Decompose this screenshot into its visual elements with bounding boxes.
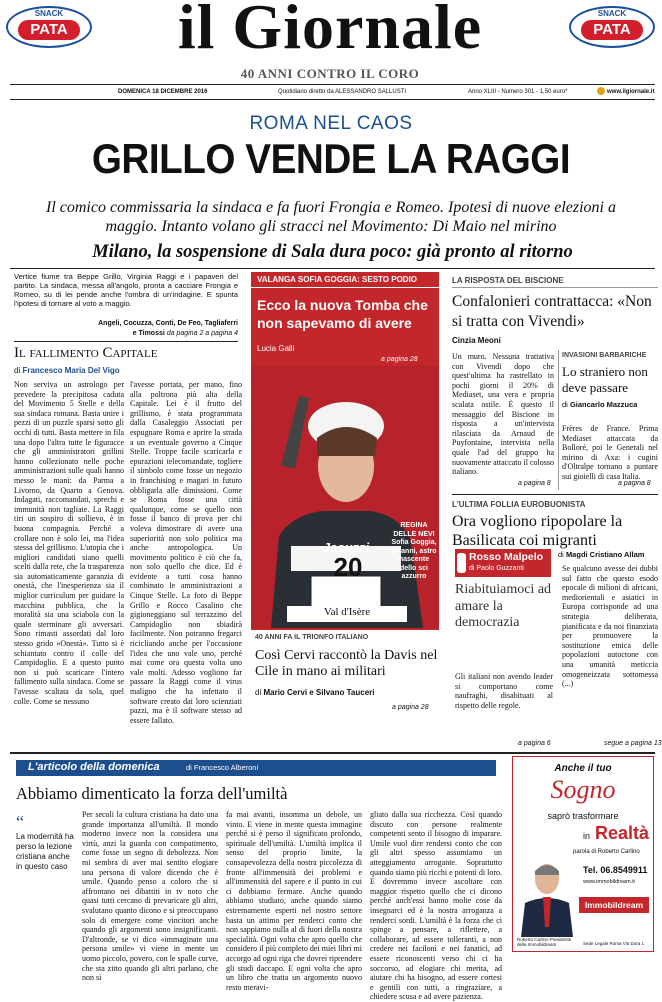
divider bbox=[452, 494, 658, 495]
davis-page-ref[interactable]: a pagina 28 bbox=[392, 704, 429, 711]
lead-secondary[interactable]: Milano, la sospensione di Sala dura poco: già pronto al ritorno bbox=[92, 242, 573, 262]
column-avatar bbox=[457, 553, 466, 573]
website[interactable]: www.ilgiornale.it bbox=[607, 89, 655, 95]
barbarian-kicker: INVASIONI BARBARICHE bbox=[562, 352, 647, 359]
ad-phone: Tel. 06.8549911 bbox=[583, 865, 648, 875]
sunday-col-2: fa mai avanti, insomma un debole, un vinto. E viene in mente questa immagine perché si è perso il significato profondo, spirituale dell'umiltà. L'umiltà implica il senso del proprio limite, la consapevolezza della nostra piccolezza di fronte all'immensità dei problemi e all'immensità del sapere e il punto in cui ci dobbiamo fermare. Anche quando abbiamo studiato, anche quando siamo estremamente esperti nel nostro settore basta un attimo per renderci conto che non sappiamo nulla al di fuori della nostra specialità. Ogni volta che apro quello che considero il più completo dei miei libri mi accorgo ad ogni riga che dovrei riprendere gli studi daccapo. E ogni volta che apro un libro che tratta un argomento nuovo resto meravi- bbox=[226, 810, 362, 992]
lead-kicker: ROMA NEL CAOS bbox=[249, 113, 413, 134]
barbarian-page-ref[interactable]: a pagina 8 bbox=[618, 480, 651, 487]
bib-place: Val d'Isère bbox=[323, 606, 371, 618]
byline-prefix: di bbox=[14, 366, 21, 375]
sport-panel bbox=[251, 272, 439, 630]
barbarian-byline bbox=[562, 400, 637, 409]
ad-address: Sede Legale Roma Via Dora 1 bbox=[583, 941, 644, 946]
bib-brand: Jacuzzi bbox=[322, 540, 370, 555]
sport-author: Lucia Galli bbox=[257, 344, 295, 353]
byline-prefix: di bbox=[562, 400, 568, 409]
migrants-body: Se qualcuno avesse dei dubbi sul fatto che questo esodo epocale di milioni di africani, mediorientali e asiatici in Europa corrisponde ad una strategia deliberata, pianificata e da noi finanziata per promuovere la sostituzione etnica delle popolazioni autoctone con una umanità meticcia omogeneizzata sottomessa (...) bbox=[562, 564, 658, 689]
sunday-col-1: Per secoli la cultura cristiana ha dato una grande importanza all'umiltà. Il mondo moderno invece non la considera una virtù, anzi la guarda con compatimento, come fosse un segno di debolezza. Non mi sembra di aver mai sentito elogiare una persona di valore dicendo che è umile. Quando penso a coloro che si affrontano nei dibattiti in tv noto che quasi tutti cercano di prevaricare gli altri, svalutano quanto dicono e si preoccupano solo di emergere come vincitori anche quando gli argomenti sono insignificanti. D'altronde, se vi dico «immaginate una persona umile» vi viene in mente un uomo piccolo, povero, con le spalle curve, che sta zitto quando gli altri parlano, che non si bbox=[82, 810, 218, 983]
barbarian-body: Frères de France. Prima Mediaset attaccata da Bolloré, poi le Generali nel mirino di Axa: i cugini d'Oltralpe tornano a puntare sui gioielli di casa Italia. bbox=[562, 424, 658, 481]
migrants-page-ref[interactable]: segue a pagina 13 bbox=[604, 740, 662, 747]
editorial-author: Francesco Maria Del Vigo bbox=[22, 366, 120, 375]
ad-web: www.immobildream.it bbox=[583, 879, 635, 885]
left-authors-2: e Timossi bbox=[132, 330, 165, 337]
column-label bbox=[455, 549, 551, 577]
divider bbox=[14, 341, 238, 342]
lead-headline[interactable]: GRILLO VENDE LA RAGGI bbox=[91, 135, 571, 182]
migrants-byline bbox=[558, 550, 644, 559]
column-body: Gli italiani non avendo leader si comportano come naufraghi, disabituati al rispetto delle regole. bbox=[455, 672, 553, 710]
mediaset-body: Un muro. Nessuna trattativa con Vivendi dopo che quest'ultima ha rastrellato in pochi giorni il 20% di Mediaset, una vera e propria scalata ostile. È questo il messaggio del Biscione in risposta a un'intervista rilasciata da Arnaud de Puyfontaine, intervista nella quale l'ad del gruppo ha nuovamente attaccato il colosso italiano. bbox=[452, 352, 554, 477]
ad-line-4: in bbox=[583, 831, 591, 841]
migrants-headline[interactable]: Ora vogliono ripopolare la Basilicata coi migranti bbox=[452, 513, 623, 549]
lead-subhead: Il comico commissaria la sindaca e fa fuori Frongia e Romeo. Ipotesi di nuove elezioni a maggio. Intanto volano gli stracci nel Movimento: Di Maio nel mirino bbox=[46, 199, 616, 235]
divider bbox=[10, 84, 655, 85]
editorial-byline bbox=[14, 366, 120, 375]
left-page-ref-line bbox=[14, 330, 238, 337]
issue-number: Anno XLIII - Numero 301 - 1,50 euro* bbox=[468, 89, 568, 95]
masthead-title: il Giornale bbox=[177, 0, 483, 62]
byline-prefix: di bbox=[558, 550, 564, 559]
divider bbox=[452, 287, 658, 288]
masthead-subtitle: 40 ANNI CONTRO IL CORO bbox=[240, 66, 420, 81]
column-headline[interactable]: Riabituiamoci ad amare la democrazia bbox=[455, 582, 552, 630]
pata-logo-right: SNACK PATA bbox=[569, 6, 655, 48]
ad-line-1: Anche il tuo bbox=[554, 763, 612, 774]
davis-kicker: 40 ANNI FA IL TRIONFO ITALIANO bbox=[255, 634, 369, 641]
sunday-label: L'articolo della domenica bbox=[28, 761, 160, 773]
divider bbox=[10, 268, 655, 269]
left-summary: Vertice fiume tra Beppe Grillo, Virginia Raggi e i papaveri del partito. La sindaca, messa all'angolo, pronta a cacciare Frongia e Romeo, su di lei pende anche l'ombra di un'indagine. E spunta l'ipotesi di tornare al voto a maggio. bbox=[14, 272, 238, 308]
editorial-title[interactable]: Il fallimento Capitale bbox=[14, 345, 158, 361]
left-page-ref[interactable]: da pagina 2 a pagina 4 bbox=[166, 330, 238, 337]
sport-headline[interactable]: Ecco la nuova Tomba che non sapevamo di avere bbox=[257, 297, 428, 331]
barbarian-headline[interactable]: Lo straniero non deve passare bbox=[562, 364, 648, 395]
ad-line-2: Sogno bbox=[550, 775, 616, 804]
divider bbox=[10, 752, 655, 754]
ad-line-3: saprò trasformare bbox=[547, 811, 619, 821]
mediaset-headline[interactable]: Confalonieri contrattacca: «Non si tratta con Vivendi» bbox=[452, 293, 652, 330]
director: Quotidiano diretto da ALESSANDRO SALLUSTI bbox=[278, 89, 407, 95]
athlete-photo bbox=[251, 366, 439, 628]
barbarian-author: Giancarlo Mazzuca bbox=[569, 400, 638, 409]
ad-signature: parola di Roberto Carlino bbox=[573, 849, 640, 855]
pata-logo-left: SNACK PATA bbox=[6, 6, 92, 48]
column-author: di Paolo Guzzanti bbox=[469, 565, 524, 572]
migrants-kicker: L'ULTIMA FOLLIA EUROBUONISTA bbox=[452, 500, 586, 509]
web-icon bbox=[597, 87, 605, 95]
ad-caption: Roberto Carlino Presidente della Immobildream bbox=[517, 937, 572, 947]
editorial-col-1: Non serviva un astrologo per prevedere la precipitosa caduta del Movimento 5 Stelle e della sua sindaca romana. Basta unire i pezzi di un puzzle sparsi sotto gli occhi di tutti. Basta mettere in fila una dopo l'altra tutte le figuracce che gli amministratori grillini hanno collezionato nelle poche amministrazioni sulle quali hanno messo le mani: da Parma a Livorno, da Quarto a Genova. Indagati, raccomandati, sprechi e immunità non tagliate. La Raggi tiri un sospiro di sollievo, è in buona compagnia. Perché a crollare non è solo lei, ma l'idea stessa del grillismo. L'utopia che i migliori candidati siano quelli scelti dalla rete, che la trasparenza sia automaticamente garanzia di onestà, che l'inesperienza sia il miglior curriculum per guidare la macchina pubblica, che la moralità sia una sciabola con la quale sterminare gli avversari. Sono rimasti assordati dal loro stesso grido «Onestà». Tutto si è schiantato contro il colle del Campidoglio. E a questo punto non si può scaricare l'intero fallimento sulla sindaca. Come se l'avesse scaltata da sola, quel colle. Come se nessuno bbox=[14, 380, 124, 706]
sport-page-ref[interactable]: a pagina 28 bbox=[381, 356, 418, 363]
mediaset-kicker: LA RISPOSTA DEL BISCIONE bbox=[452, 276, 564, 285]
ad-portrait bbox=[517, 857, 577, 937]
ad-brand: Realtà bbox=[595, 823, 650, 843]
migrants-author: Magdi Cristiano Allam bbox=[565, 550, 645, 559]
quote-icon: “ bbox=[16, 812, 24, 832]
sunday-headline[interactable]: Abbiamo dimenticato la forza dell'umiltà bbox=[16, 784, 288, 803]
issue-date: DOMENICA 18 DICEMBRE 2016 bbox=[118, 89, 208, 95]
davis-author: Mario Cervi e Silvano Tauceri bbox=[263, 688, 375, 697]
sport-kicker: VALANGA SOFIA GOGGIA: SESTO PODIO bbox=[257, 275, 418, 284]
sunday-label-bar bbox=[16, 760, 496, 776]
left-authors: Angeli, Cocuzza, Conti, De Feo, Tagliaferri bbox=[98, 320, 238, 327]
divider bbox=[10, 99, 655, 100]
byline-prefix: di bbox=[255, 688, 262, 697]
divider bbox=[558, 350, 559, 490]
mediaset-page-ref[interactable]: a pagina 8 bbox=[518, 480, 551, 487]
ad-company: Immobildream bbox=[579, 897, 649, 913]
sunday-col-3: gliato dalla sua ricchezza. Così quando discuto con persone realmente competenti sento il bisogno di imparare. Umile vuol dire rendersi conto che con gli altri spesso assumiamo un atteggiamento arrogante. Soprattutto quando siamo più ricchi e potenti di loro. E dovremmo invece ascoltare con maggior rispetto quello che ci dicono perché anch'essi hanno molte cose da insegnarci ed è la nostra arroganza a renderci sordi. L'umiltà è la forza che ci spinge a pensare, a riflettere, a collaborare, ad essere tolleranti, a non credere nei facilonì e nei fanatici, ad essere riconoscenti verso chi ci ha soccorso, ad elogiare chi merita, ad aiutare chi ha bisogno, ad essere cortesi e gentili con tutti, a ringraziare, a chiedere scusa e ad avere pazienza. bbox=[370, 810, 502, 1002]
davis-headline[interactable]: Così Cervi raccontò la Davis nel Cile in mano ai militari bbox=[255, 648, 438, 679]
davis-byline bbox=[255, 688, 374, 697]
mediaset-author: Cinzia Meoni bbox=[452, 336, 501, 345]
divider bbox=[251, 287, 439, 288]
column-page-ref[interactable]: a pagina 6 bbox=[518, 740, 551, 747]
sunday-pull-quote: La modernità ha perso la lezione cristiana anche in questo caso bbox=[16, 832, 74, 871]
column-name: Rosso Malpelo bbox=[469, 551, 544, 563]
bib-number: 20 bbox=[333, 552, 363, 582]
sunday-author: di Francesco Alberoni bbox=[186, 763, 259, 772]
photo-caption: REGINA DELLE NEVI Sofia Goggia, 24 anni, astro nascente dello sci azzurro bbox=[391, 522, 437, 580]
ad-immobildream[interactable] bbox=[512, 756, 654, 952]
editorial-col-2: l'avesse portata, per mano, fino alla poltrona più alta della Capitale. Lei è il frutto del grillismo, è stata programmata dalla Casaleggio Associati per espugnare Roma e aprire la strada a un eventuale governo a Cinque Stelle. Troppe facile scaricarla e epurazioni telecomandate, togliere il simbolo come fosse un negozio in franchising e magari in futuro obbligarla alle dimissioni. Come se Roma fosse una città qualunque, come se quello non fosse il banco di prova per chi voleva dimostrare di avere una superiorità non solo politica ma anche antropologica. Un movimento politico è ciò che fa, non solo quello che dice. Ed è evidente a tutti cosa hanno combinato le amministrazioni a Cinque Stelle. La foto di Beppe Grillo e Rocco Casalino che gigioneggiano sul terrazzino del Campidoglio non sbiadirà facilmente. Non potranno fregarci ricicliando anche per l'occasione l'idea che uno vale uno, perché mai come ora questa volta uno vale molti. Adesso vogliono far passare la Raggi come il virus maligno che ha infettato il software creato dai loro scienziati pazzi, ma è il software stesso ad essere fallato. bbox=[130, 380, 242, 725]
